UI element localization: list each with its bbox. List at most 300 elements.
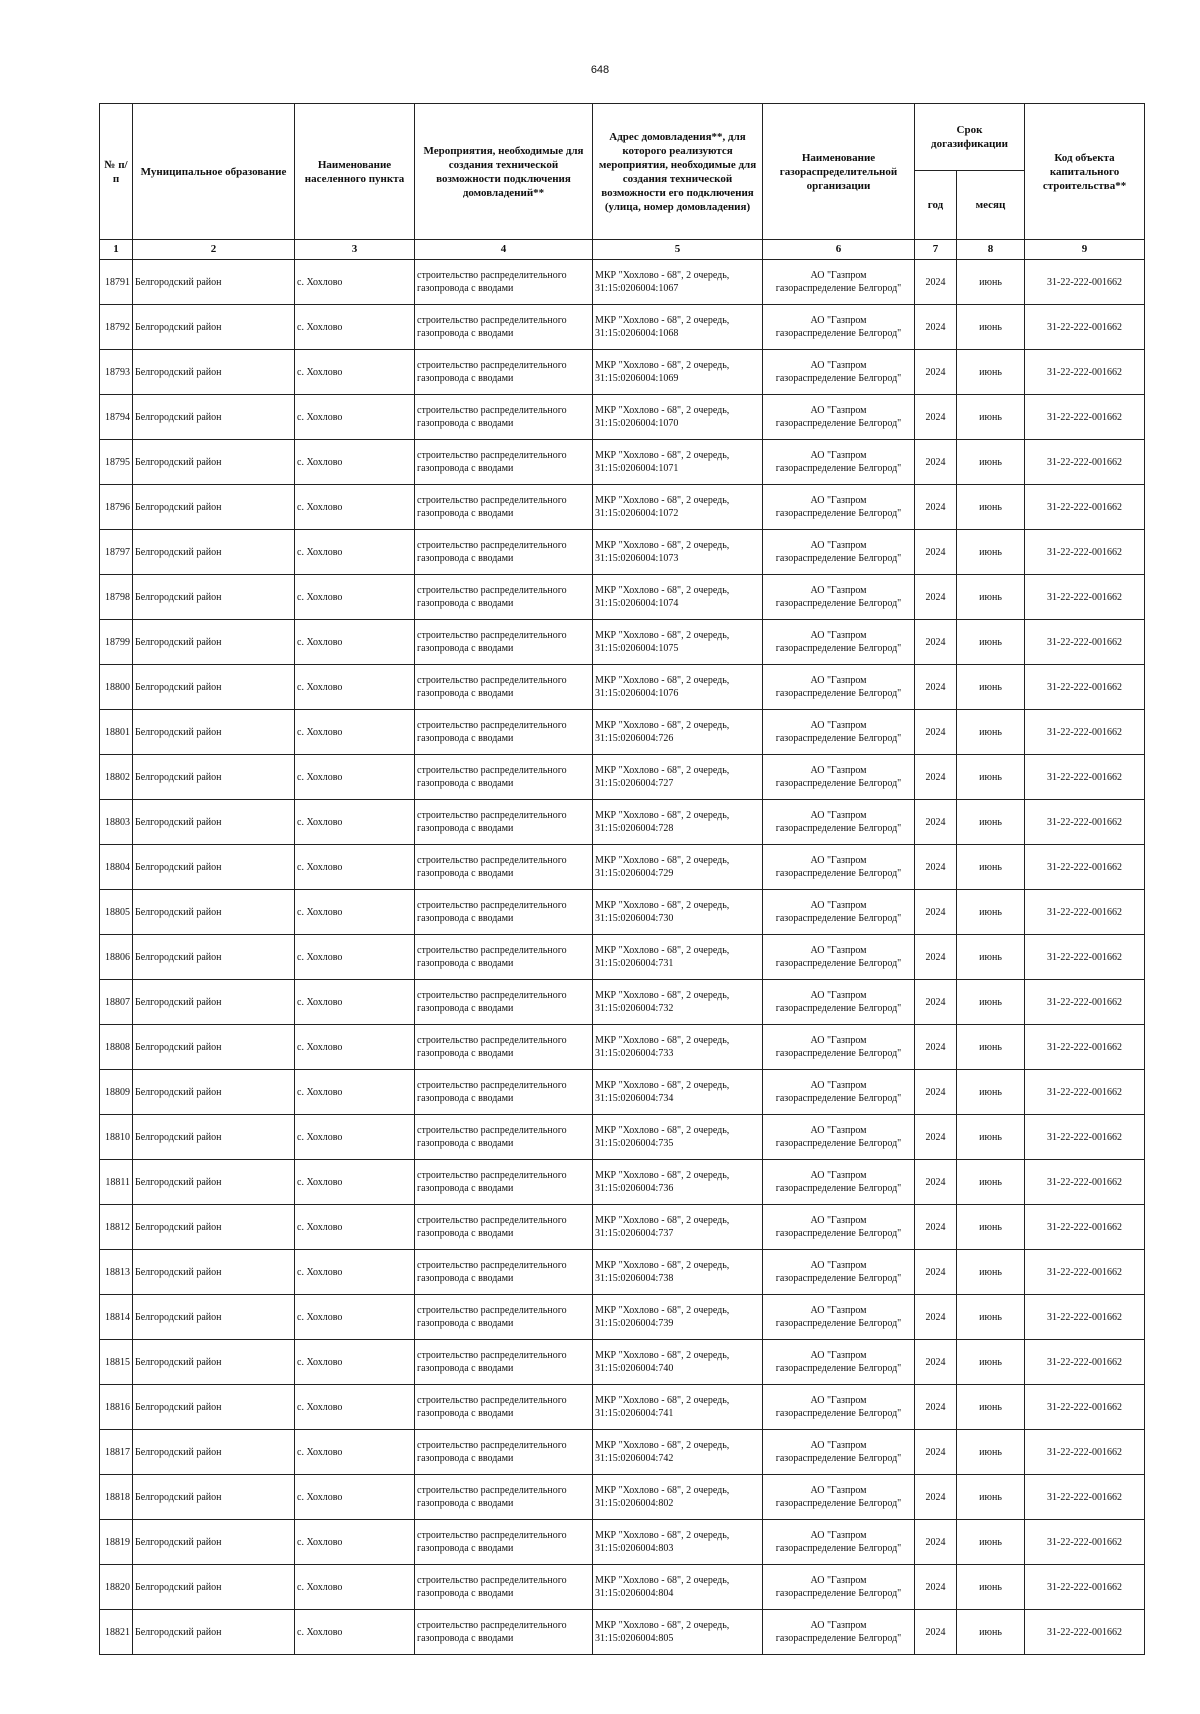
settlement: с. Хохлово — [297, 816, 343, 828]
row-number-cell — [100, 1205, 133, 1250]
month: июнь — [979, 861, 1002, 873]
municipality: Белгородский район — [135, 501, 222, 513]
measures-cell — [415, 980, 593, 1025]
settlement-cell — [295, 890, 415, 935]
cadastral-number: 31:15:0206004:732 — [595, 1003, 674, 1014]
municipality-cell — [133, 1025, 295, 1070]
municipality-cell — [133, 1115, 295, 1160]
year: 2024 — [925, 816, 946, 828]
gas-org-cell — [763, 890, 915, 935]
municipality: Белгородский район — [135, 1176, 222, 1188]
object-code-cell — [1025, 350, 1145, 395]
month: июнь — [979, 546, 1002, 558]
gas-org-line-1: АО "Газпром — [810, 1035, 867, 1046]
table-row — [100, 1430, 1145, 1475]
cadastral-number: 31:15:0206004:804 — [595, 1588, 674, 1599]
table-row — [100, 800, 1145, 845]
month-cell — [957, 1385, 1025, 1430]
address-cell — [593, 665, 763, 710]
column-number: 5 — [593, 240, 763, 260]
object-code: 31-22-222-001662 — [1047, 1041, 1123, 1053]
address-cell — [593, 620, 763, 665]
gas-org-cell — [763, 530, 915, 575]
row-number-cell — [100, 1070, 133, 1115]
gas-org-line-2: газораспределение Белгород" — [775, 1453, 902, 1464]
year-cell — [915, 1385, 957, 1430]
year: 2024 — [925, 1581, 946, 1593]
address-cell — [593, 1205, 763, 1250]
table-row — [100, 440, 1145, 485]
municipality-cell — [133, 755, 295, 800]
year-cell — [915, 1205, 957, 1250]
settlement-cell — [295, 305, 415, 350]
table-row — [100, 1250, 1145, 1295]
month-cell — [957, 395, 1025, 440]
month: июнь — [979, 726, 1002, 738]
month-cell — [957, 1115, 1025, 1160]
cadastral-number: 31:15:0206004:742 — [595, 1453, 674, 1464]
gas-org-line-2: газораспределение Белгород" — [775, 1498, 902, 1509]
measures-line-1: строительство распределительного — [417, 1170, 567, 1181]
row-number-cell — [100, 1115, 133, 1160]
object-code-cell — [1025, 260, 1145, 305]
gas-org-line-1: АО "Газпром — [810, 1485, 867, 1496]
settlement-cell — [295, 1385, 415, 1430]
measures-line-1: строительство распределительного — [417, 405, 567, 416]
gas-org-line-1: АО "Газпром — [810, 315, 867, 326]
municipality-cell — [133, 800, 295, 845]
object-code-cell — [1025, 620, 1145, 665]
header-municipality: Муниципальное образование — [133, 104, 295, 240]
year: 2024 — [925, 1401, 946, 1413]
object-code-cell — [1025, 1565, 1145, 1610]
gas-org-cell — [763, 485, 915, 530]
address-cell — [593, 575, 763, 620]
address-line-1: МКР "Хохлово - 68", 2 очередь, — [595, 1530, 730, 1541]
measures-cell — [415, 665, 593, 710]
address-line-1: МКР "Хохлово - 68", 2 очередь, — [595, 495, 730, 506]
measures-line-1: строительство распределительного — [417, 1350, 567, 1361]
row-number-cell — [100, 710, 133, 755]
gas-org-line-1: АО "Газпром — [810, 630, 867, 641]
municipality-cell — [133, 395, 295, 440]
measures-cell — [415, 1115, 593, 1160]
row-number: 18809 — [105, 1086, 130, 1098]
address-cell — [593, 1070, 763, 1115]
address-cell — [593, 1430, 763, 1475]
municipality-cell — [133, 1205, 295, 1250]
gas-org-line-1: АО "Газпром — [810, 540, 867, 551]
gas-org-line-2: газораспределение Белгород" — [775, 1093, 902, 1104]
cadastral-number: 31:15:0206004:726 — [595, 733, 674, 744]
municipality-cell — [133, 1475, 295, 1520]
municipality-cell — [133, 575, 295, 620]
object-code: 31-22-222-001662 — [1047, 996, 1123, 1008]
settlement-cell — [295, 1340, 415, 1385]
settlement: с. Хохлово — [297, 1446, 343, 1458]
gas-org-line-1: АО "Газпром — [810, 1530, 867, 1541]
gas-org-line-1: АО "Газпром — [810, 990, 867, 1001]
month-cell — [957, 1565, 1025, 1610]
column-number: 2 — [133, 240, 295, 260]
row-number: 18818 — [105, 1491, 130, 1503]
header-gas-org: Наименование газораспределительной организации — [763, 104, 915, 240]
gas-org-line-2: газораспределение Белгород" — [775, 598, 902, 609]
settlement: с. Хохлово — [297, 681, 343, 693]
municipality-cell — [133, 1160, 295, 1205]
settlement: с. Хохлово — [297, 906, 343, 918]
object-code-cell — [1025, 530, 1145, 575]
year: 2024 — [925, 681, 946, 693]
municipality: Белгородский район — [135, 366, 222, 378]
column-number: 9 — [1025, 240, 1145, 260]
address-line-1: МКР "Хохлово - 68", 2 очередь, — [595, 1485, 730, 1496]
month-cell — [957, 800, 1025, 845]
month: июнь — [979, 1221, 1002, 1233]
object-code: 31-22-222-001662 — [1047, 1266, 1123, 1278]
measures-line-2: газопровода с вводами — [417, 1138, 514, 1149]
row-number-cell — [100, 1160, 133, 1205]
gas-org-cell — [763, 665, 915, 710]
cadastral-number: 31:15:0206004:733 — [595, 1048, 674, 1059]
settlement: с. Хохлово — [297, 1311, 343, 1323]
measures-cell — [415, 845, 593, 890]
cadastral-number: 31:15:0206004:730 — [595, 913, 674, 924]
object-code-cell — [1025, 575, 1145, 620]
measures-line-2: газопровода с вводами — [417, 958, 514, 969]
municipality: Белгородский район — [135, 1536, 222, 1548]
measures-cell — [415, 620, 593, 665]
cadastral-number: 31:15:0206004:736 — [595, 1183, 674, 1194]
gas-org-line-1: АО "Газпром — [810, 855, 867, 866]
object-code: 31-22-222-001662 — [1047, 1221, 1123, 1233]
gas-org-line-2: газораспределение Белгород" — [775, 1363, 902, 1374]
row-number: 18817 — [105, 1446, 130, 1458]
year-cell — [915, 305, 957, 350]
gas-org-cell — [763, 845, 915, 890]
municipality-cell — [133, 1385, 295, 1430]
measures-line-1: строительство распределительного — [417, 495, 567, 506]
table-row — [100, 530, 1145, 575]
row-number-cell — [100, 980, 133, 1025]
gas-org-line-2: газораспределение Белгород" — [775, 1408, 902, 1419]
month-cell — [957, 1070, 1025, 1115]
settlement: с. Хохлово — [297, 321, 343, 333]
municipality-cell — [133, 1295, 295, 1340]
table-row — [100, 1475, 1145, 1520]
address-line-1: МКР "Хохлово - 68", 2 очередь, — [595, 1125, 730, 1136]
address-line-1: МКР "Хохлово - 68", 2 очередь, — [595, 900, 730, 911]
gas-org-line-1: АО "Газпром — [810, 1215, 867, 1226]
settlement-cell — [295, 530, 415, 575]
row-number-cell — [100, 890, 133, 935]
municipality-cell — [133, 440, 295, 485]
header-measures: Мероприятия, необходимые для создания технической возможности подключения домовладений** — [415, 104, 593, 240]
cadastral-number: 31:15:0206004:1071 — [595, 463, 679, 474]
cadastral-number: 31:15:0206004:1067 — [595, 283, 679, 294]
gas-org-line-1: АО "Газпром — [810, 810, 867, 821]
month: июнь — [979, 1356, 1002, 1368]
month-cell — [957, 845, 1025, 890]
measures-line-2: газопровода с вводами — [417, 1633, 514, 1644]
gas-org-cell — [763, 1250, 915, 1295]
cadastral-number: 31:15:0206004:803 — [595, 1543, 674, 1554]
year: 2024 — [925, 1446, 946, 1458]
row-number: 18806 — [105, 951, 130, 963]
settlement-cell — [295, 1025, 415, 1070]
municipality-cell — [133, 305, 295, 350]
address-line-1: МКР "Хохлово - 68", 2 очередь, — [595, 1170, 730, 1181]
settlement-cell — [295, 1160, 415, 1205]
cadastral-number: 31:15:0206004:737 — [595, 1228, 674, 1239]
row-number-cell — [100, 935, 133, 980]
month-cell — [957, 980, 1025, 1025]
settlement: с. Хохлово — [297, 1176, 343, 1188]
address-cell — [593, 1610, 763, 1655]
row-number-cell — [100, 575, 133, 620]
month: июнь — [979, 681, 1002, 693]
municipality: Белгородский район — [135, 1626, 222, 1638]
municipality: Белгородский район — [135, 681, 222, 693]
gas-org-cell — [763, 1295, 915, 1340]
object-code: 31-22-222-001662 — [1047, 321, 1123, 333]
gas-org-cell — [763, 1070, 915, 1115]
measures-line-2: газопровода с вводами — [417, 1363, 514, 1374]
year-cell — [915, 260, 957, 305]
address-line-1: МКР "Хохлово - 68", 2 очередь, — [595, 1035, 730, 1046]
object-code-cell — [1025, 1250, 1145, 1295]
object-code-cell — [1025, 890, 1145, 935]
row-number: 18812 — [105, 1221, 130, 1233]
row-number-cell — [100, 1520, 133, 1565]
gas-org-cell — [763, 305, 915, 350]
year-cell — [915, 1295, 957, 1340]
measures-line-1: строительство распределительного — [417, 315, 567, 326]
address-line-1: МКР "Хохлово - 68", 2 очередь, — [595, 810, 730, 821]
row-number: 18797 — [105, 546, 130, 558]
measures-line-1: строительство распределительного — [417, 765, 567, 776]
year-cell — [915, 485, 957, 530]
year-cell — [915, 755, 957, 800]
measures-line-1: строительство распределительного — [417, 450, 567, 461]
municipality: Белгородский район — [135, 456, 222, 468]
year-cell — [915, 1475, 957, 1520]
object-code: 31-22-222-001662 — [1047, 456, 1123, 468]
month: июнь — [979, 996, 1002, 1008]
measures-line-1: строительство распределительного — [417, 540, 567, 551]
address-line-1: МКР "Хохлово - 68", 2 очередь, — [595, 765, 730, 776]
gas-org-cell — [763, 1475, 915, 1520]
object-code-cell — [1025, 710, 1145, 755]
settlement-cell — [295, 1295, 415, 1340]
table-row — [100, 845, 1145, 890]
measures-line-2: газопровода с вводами — [417, 328, 514, 339]
measures-line-2: газопровода с вводами — [417, 913, 514, 924]
municipality: Белгородский район — [135, 1356, 222, 1368]
settlement: с. Хохлово — [297, 366, 343, 378]
municipality: Белгородский район — [135, 816, 222, 828]
header-year: год — [915, 171, 957, 240]
municipality: Белгородский район — [135, 276, 222, 288]
row-number: 18821 — [105, 1626, 130, 1638]
object-code-cell — [1025, 1430, 1145, 1475]
year: 2024 — [925, 1491, 946, 1503]
year: 2024 — [925, 456, 946, 468]
settlement-cell — [295, 755, 415, 800]
year-cell — [915, 575, 957, 620]
address-cell — [593, 485, 763, 530]
settlement: с. Хохлово — [297, 951, 343, 963]
municipality-cell — [133, 710, 295, 755]
municipality: Белгородский район — [135, 996, 222, 1008]
year: 2024 — [925, 1536, 946, 1548]
cadastral-number: 31:15:0206004:735 — [595, 1138, 674, 1149]
gas-org-cell — [763, 800, 915, 845]
address-line-1: МКР "Хохлово - 68", 2 очередь, — [595, 450, 730, 461]
measures-line-2: газопровода с вводами — [417, 868, 514, 879]
gas-org-line-1: АО "Газпром — [810, 1305, 867, 1316]
year: 2024 — [925, 1131, 946, 1143]
measures-line-2: газопровода с вводами — [417, 1543, 514, 1554]
municipality: Белгородский район — [135, 951, 222, 963]
object-code: 31-22-222-001662 — [1047, 366, 1123, 378]
address-cell — [593, 395, 763, 440]
object-code-cell — [1025, 755, 1145, 800]
municipality: Белгородский район — [135, 411, 222, 423]
row-number: 18804 — [105, 861, 130, 873]
month: июнь — [979, 771, 1002, 783]
municipality: Белгородский район — [135, 1086, 222, 1098]
settlement: с. Хохлово — [297, 1536, 343, 1548]
row-number-cell — [100, 1295, 133, 1340]
object-code-cell — [1025, 1295, 1145, 1340]
measures-cell — [415, 1025, 593, 1070]
municipality: Белгородский район — [135, 861, 222, 873]
gas-org-line-2: газораспределение Белгород" — [775, 1633, 902, 1644]
year: 2024 — [925, 501, 946, 513]
address-cell — [593, 755, 763, 800]
column-number: 1 — [100, 240, 133, 260]
gas-org-line-2: газораспределение Белгород" — [775, 1588, 902, 1599]
gas-org-line-1: АО "Газпром — [810, 1440, 867, 1451]
municipality: Белгородский район — [135, 1131, 222, 1143]
settlement-cell — [295, 710, 415, 755]
settlement: с. Хохлово — [297, 726, 343, 738]
gas-org-line-2: газораспределение Белгород" — [775, 1003, 902, 1014]
municipality: Белгородский район — [135, 546, 222, 558]
gas-org-line-1: АО "Газпром — [810, 900, 867, 911]
gas-org-cell — [763, 1025, 915, 1070]
measures-line-2: газопровода с вводами — [417, 1003, 514, 1014]
gas-org-line-2: газораспределение Белгород" — [775, 508, 902, 519]
settlement-cell — [295, 485, 415, 530]
object-code: 31-22-222-001662 — [1047, 1086, 1123, 1098]
gas-org-line-1: АО "Газпром — [810, 270, 867, 281]
settlement: с. Хохлово — [297, 1131, 343, 1143]
settlement-cell — [295, 1565, 415, 1610]
table-row — [100, 1610, 1145, 1655]
year: 2024 — [925, 1221, 946, 1233]
row-number-cell — [100, 845, 133, 890]
gas-org-line-1: АО "Газпром — [810, 585, 867, 596]
column-number: 4 — [415, 240, 593, 260]
row-number: 18791 — [105, 276, 130, 288]
cadastral-number: 31:15:0206004:1074 — [595, 598, 679, 609]
settlement-cell — [295, 620, 415, 665]
gas-org-cell — [763, 1430, 915, 1475]
address-line-1: МКР "Хохлово - 68", 2 очередь, — [595, 1350, 730, 1361]
year: 2024 — [925, 546, 946, 558]
measures-line-2: газопровода с вводами — [417, 688, 514, 699]
gas-org-cell — [763, 575, 915, 620]
object-code-cell — [1025, 395, 1145, 440]
address-line-1: МКР "Хохлово - 68", 2 очередь, — [595, 585, 730, 596]
year: 2024 — [925, 1626, 946, 1638]
measures-cell — [415, 1475, 593, 1520]
month: июнь — [979, 1626, 1002, 1638]
year: 2024 — [925, 1311, 946, 1323]
address-line-1: МКР "Хохлово - 68", 2 очередь, — [595, 630, 730, 641]
row-number-cell — [100, 485, 133, 530]
table-row — [100, 395, 1145, 440]
settlement: с. Хохлово — [297, 591, 343, 603]
gas-org-line-1: АО "Газпром — [810, 1620, 867, 1631]
measures-line-1: строительство распределительного — [417, 675, 567, 686]
month: июнь — [979, 591, 1002, 603]
gas-org-line-2: газораспределение Белгород" — [775, 868, 902, 879]
table-row — [100, 890, 1145, 935]
month-cell — [957, 1295, 1025, 1340]
month: июнь — [979, 1086, 1002, 1098]
address-line-1: МКР "Хохлово - 68", 2 очередь, — [595, 1080, 730, 1091]
gas-org-line-1: АО "Газпром — [810, 360, 867, 371]
month: июнь — [979, 1536, 1002, 1548]
address-cell — [593, 890, 763, 935]
cadastral-number: 31:15:0206004:727 — [595, 778, 674, 789]
measures-cell — [415, 1070, 593, 1115]
gas-org-line-2: газораспределение Белгород" — [775, 1318, 902, 1329]
measures-line-1: строительство распределительного — [417, 1575, 567, 1586]
address-cell — [593, 1385, 763, 1430]
header-deadline: Срок догазификации — [915, 104, 1025, 171]
gas-org-cell — [763, 440, 915, 485]
municipality: Белгородский район — [135, 636, 222, 648]
measures-line-2: газопровода с вводами — [417, 463, 514, 474]
row-number: 18819 — [105, 1536, 130, 1548]
table-row — [100, 665, 1145, 710]
address-cell — [593, 350, 763, 395]
address-line-1: МКР "Хохлово - 68", 2 очередь, — [595, 1215, 730, 1226]
measures-cell — [415, 1205, 593, 1250]
object-code-cell — [1025, 1475, 1145, 1520]
year-cell — [915, 935, 957, 980]
month: июнь — [979, 1041, 1002, 1053]
table-row — [100, 1295, 1145, 1340]
gas-org-cell — [763, 755, 915, 800]
measures-line-1: строительство распределительного — [417, 945, 567, 956]
cadastral-number: 31:15:0206004:741 — [595, 1408, 674, 1419]
page-number: 648 — [590, 64, 610, 76]
measures-line-2: газопровода с вводами — [417, 553, 514, 564]
measures-line-1: строительство распределительного — [417, 855, 567, 866]
address-line-1: МКР "Хохлово - 68", 2 очередь, — [595, 315, 730, 326]
month: июнь — [979, 501, 1002, 513]
object-code: 31-22-222-001662 — [1047, 1131, 1123, 1143]
year: 2024 — [925, 906, 946, 918]
year-cell — [915, 1520, 957, 1565]
measures-cell — [415, 755, 593, 800]
cadastral-number: 31:15:0206004:802 — [595, 1498, 674, 1509]
